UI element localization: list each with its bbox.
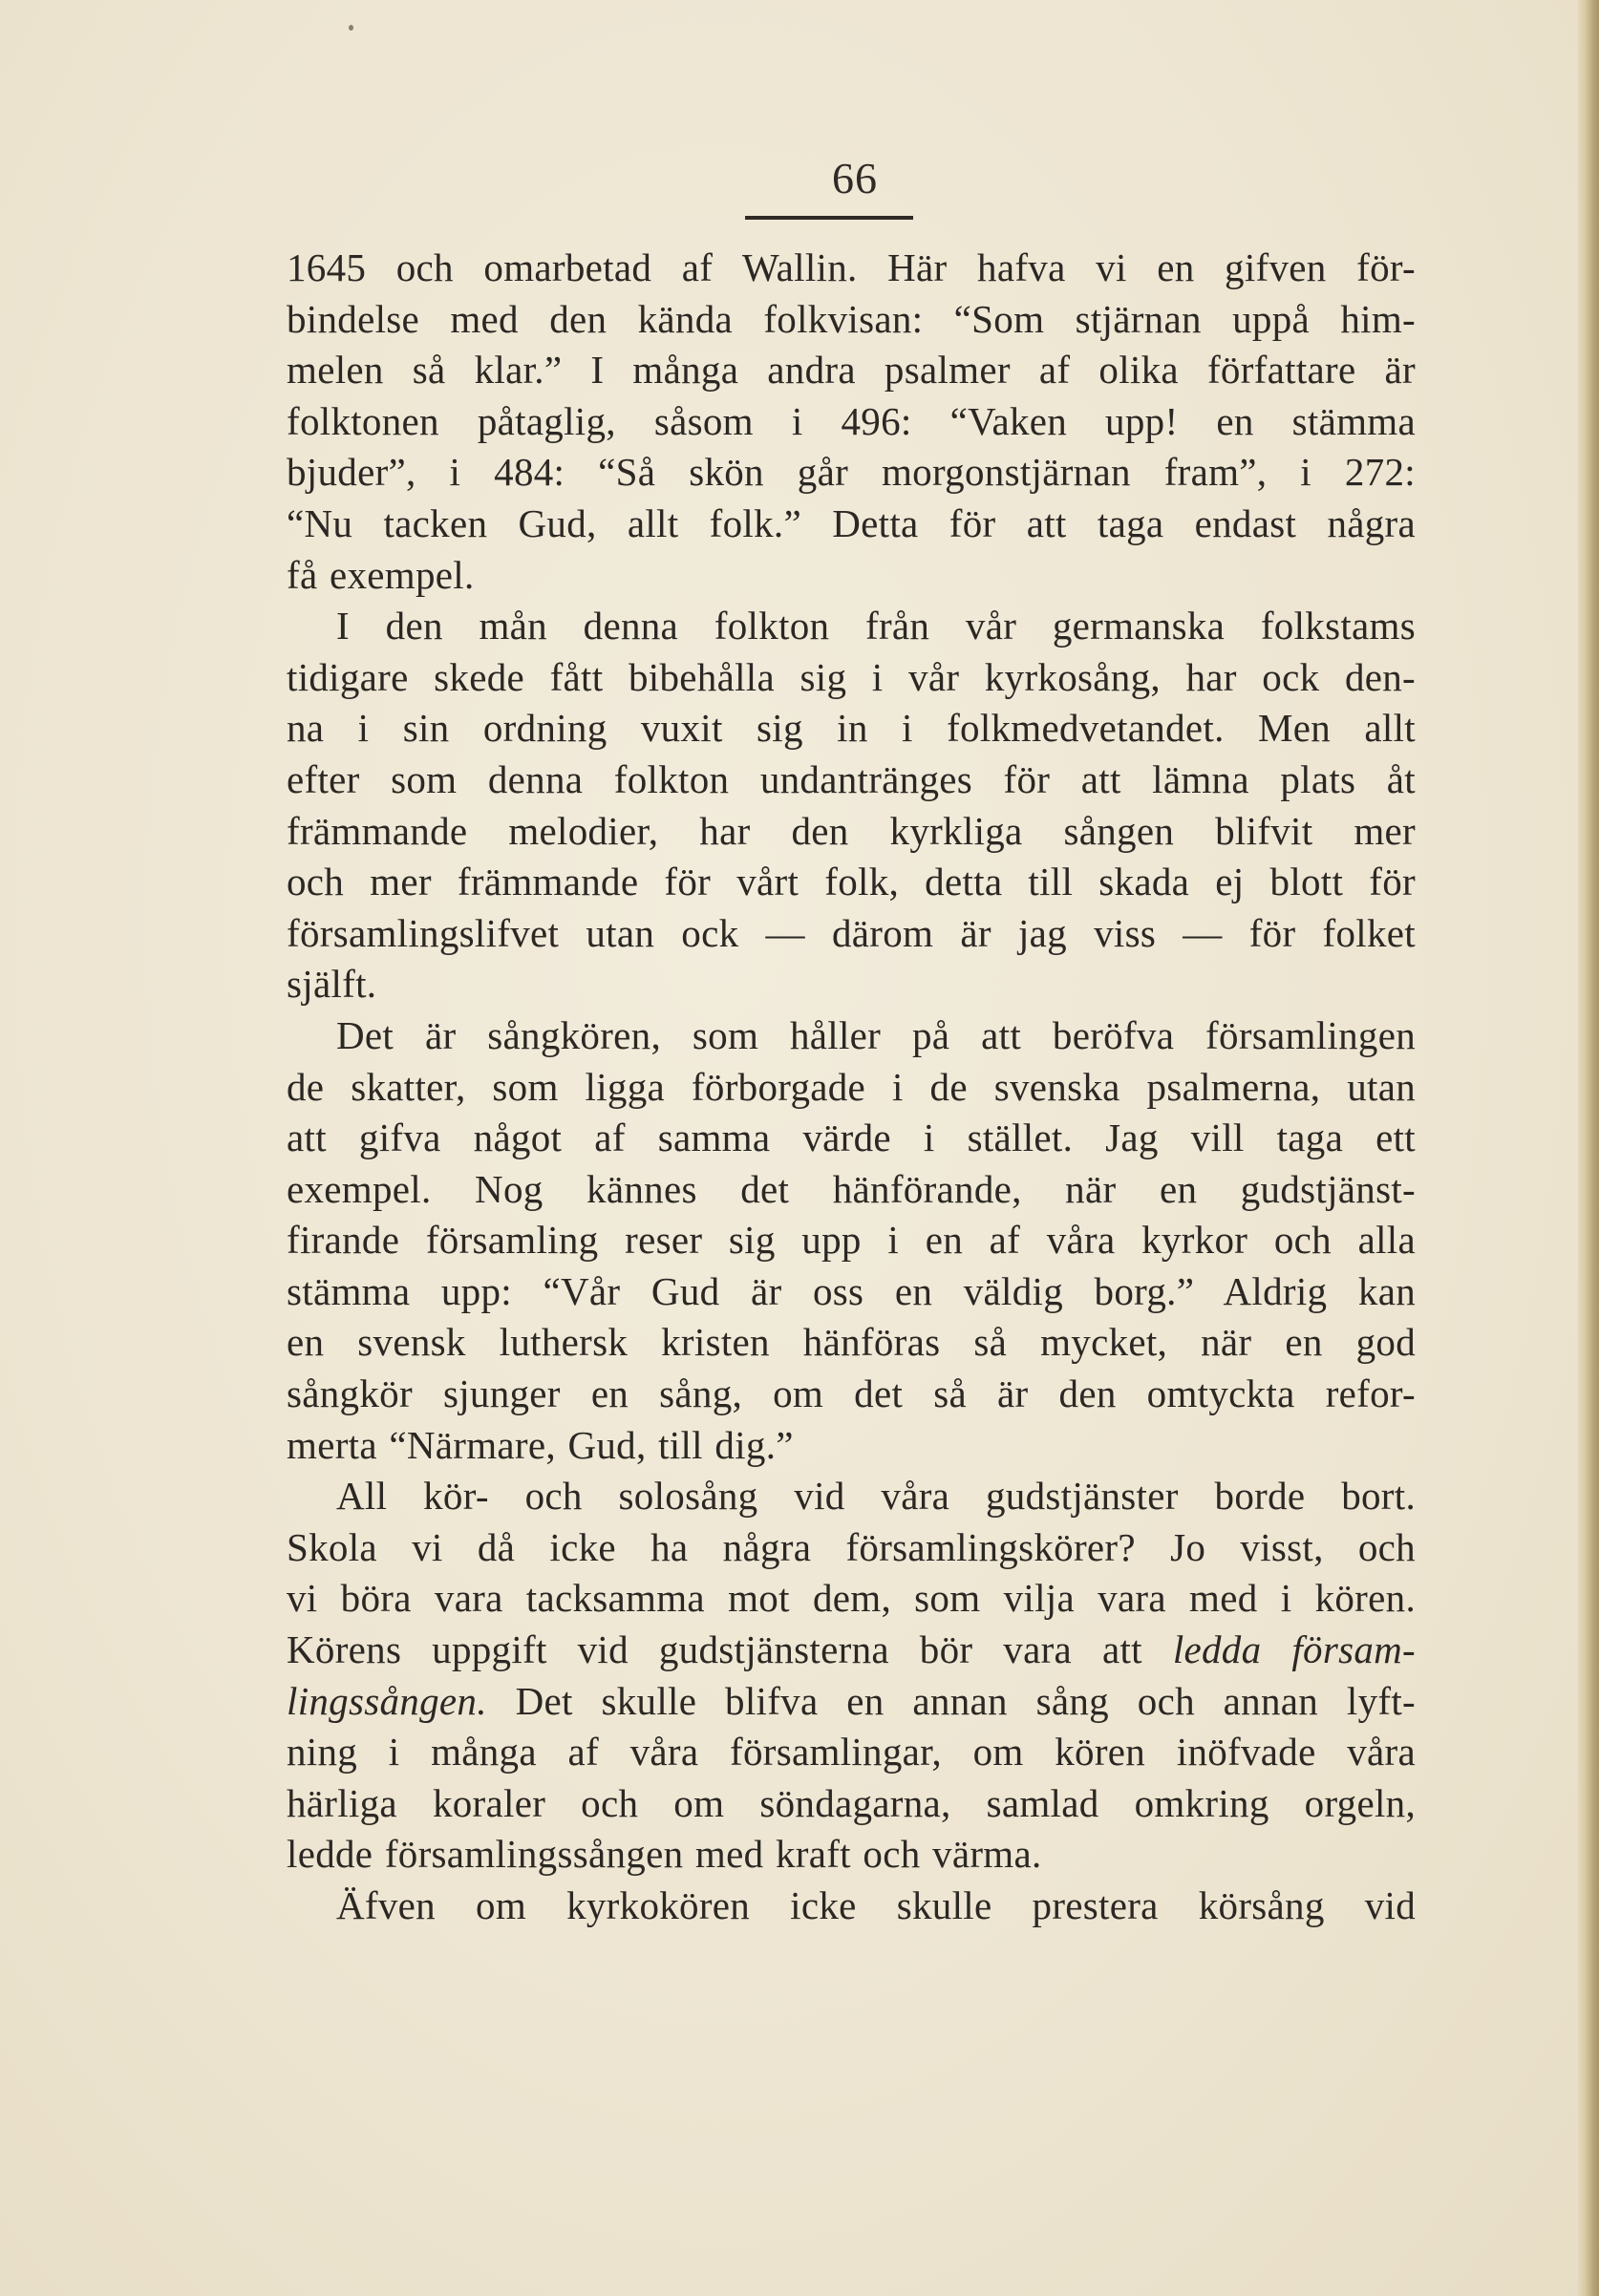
text-line: exempel. Nog kännes det hänförande, när en gudstjänst- xyxy=(287,1166,1416,1211)
text-line: Skola vi då icke ha några församlingskörer? Jo visst, och xyxy=(287,1524,1416,1569)
paragraph-5 xyxy=(287,1881,1416,1932)
text-line: na i sin ordning vuxit sig in i folkmedvetandet. Men allt xyxy=(287,706,1416,751)
text-segment: Körens uppgift vid gudstjänsterna bör vara att xyxy=(287,1627,1173,1672)
text-line: merta “Närmare, Gud, till dig.” xyxy=(287,1422,794,1467)
paragraph-2 xyxy=(287,601,1416,1010)
paragraph-4 xyxy=(287,1471,1416,1881)
text-line: I den mån denna folkton från vår germanska folkstams xyxy=(336,604,1416,648)
text-line: folktonen påtaglig, såsom i 496: “Vaken upp! en stämma xyxy=(287,398,1416,443)
text-line: firande församling reser sig upp i en af våra kyrkor och alla xyxy=(287,1218,1416,1263)
page-number: 66 xyxy=(832,154,878,202)
emphasis-text: lingssången. xyxy=(287,1678,487,1723)
speck xyxy=(349,25,353,31)
text-line: bindelse med den kända folkvisan: “Som stjärnan uppå him- xyxy=(287,296,1416,341)
header-rule xyxy=(745,216,913,220)
text-line: bjuder”, i 484: “Så skön går morgonstjärnan fram”, i 272: xyxy=(287,450,1416,495)
text-line: de skatter, som ligga förborgade i de svenska psalmerna, utan xyxy=(287,1064,1416,1109)
paragraph-1 xyxy=(287,243,1416,601)
text-line: 1645 och omarbetad af Wallin. Här hafva vi en gifven för- xyxy=(287,245,1416,289)
paragraph-3 xyxy=(287,1010,1416,1471)
text-line: “Nu tacken Gud, allt folk.” Detta för att taga endast några xyxy=(287,500,1416,545)
text-line: själft. xyxy=(287,962,377,1007)
text-line: efter som denna folkton undantränges för att lämna plats åt xyxy=(287,756,1416,801)
text-line: en svensk luthersk kristen hänföras så mycket, när en god xyxy=(287,1320,1416,1365)
text-line: att gifva något af samma värde i stället. Jag vill taga ett xyxy=(287,1116,1416,1160)
text-line: församlingslifvet utan ock — därom är jag viss — för folket xyxy=(287,910,1416,955)
text-line: Äfven om kyrkokören icke skulle prestera körsång vid xyxy=(336,1883,1416,1927)
text-line: sångkör sjunger en sång, om det så är den omtyckta refor- xyxy=(287,1371,1416,1416)
text-line: stämma upp: “Vår Gud är oss en väldig borg.” Aldrig kan xyxy=(287,1268,1416,1313)
text-line: få exempel. xyxy=(287,552,475,597)
text-line: tidigare skede fått bibehålla sig i vår kyrkosång, har ock den- xyxy=(287,654,1416,699)
body-text xyxy=(287,243,1416,1932)
text-line: melen så klar.” I många andra psalmer af olika författare är xyxy=(287,348,1416,393)
page-edge xyxy=(1578,0,1599,2296)
text-line xyxy=(287,1625,1416,1676)
text-line: All kör- och solosång vid våra gudstjänster borde bort. xyxy=(336,1474,1416,1519)
text-line: och mer främmande för vårt folk, detta till skada ej blott för xyxy=(287,860,1416,904)
text-line: vi böra vara tacksamma mot dem, som vilja vara med i kören. xyxy=(287,1576,1416,1621)
text-line xyxy=(287,1676,1416,1728)
text-line: Det är sångkören, som håller på att beröfva församlingen xyxy=(336,1012,1416,1057)
emphasis-text: ledda försam- xyxy=(1172,1627,1417,1672)
text-segment: Det skulle blifva en annan sång och annan lyft- xyxy=(486,1678,1416,1723)
text-line: främmande melodier, har den kyrkliga sången blifvit mer xyxy=(287,808,1416,853)
text-line: ledde församlingssången med kraft och värma. xyxy=(287,1832,1042,1877)
text-line: ning i många af våra församlingar, om kören inöfvade våra xyxy=(287,1730,1416,1775)
text-line: härliga koraler och om söndagarna, samlad omkring orgeln, xyxy=(287,1780,1416,1825)
